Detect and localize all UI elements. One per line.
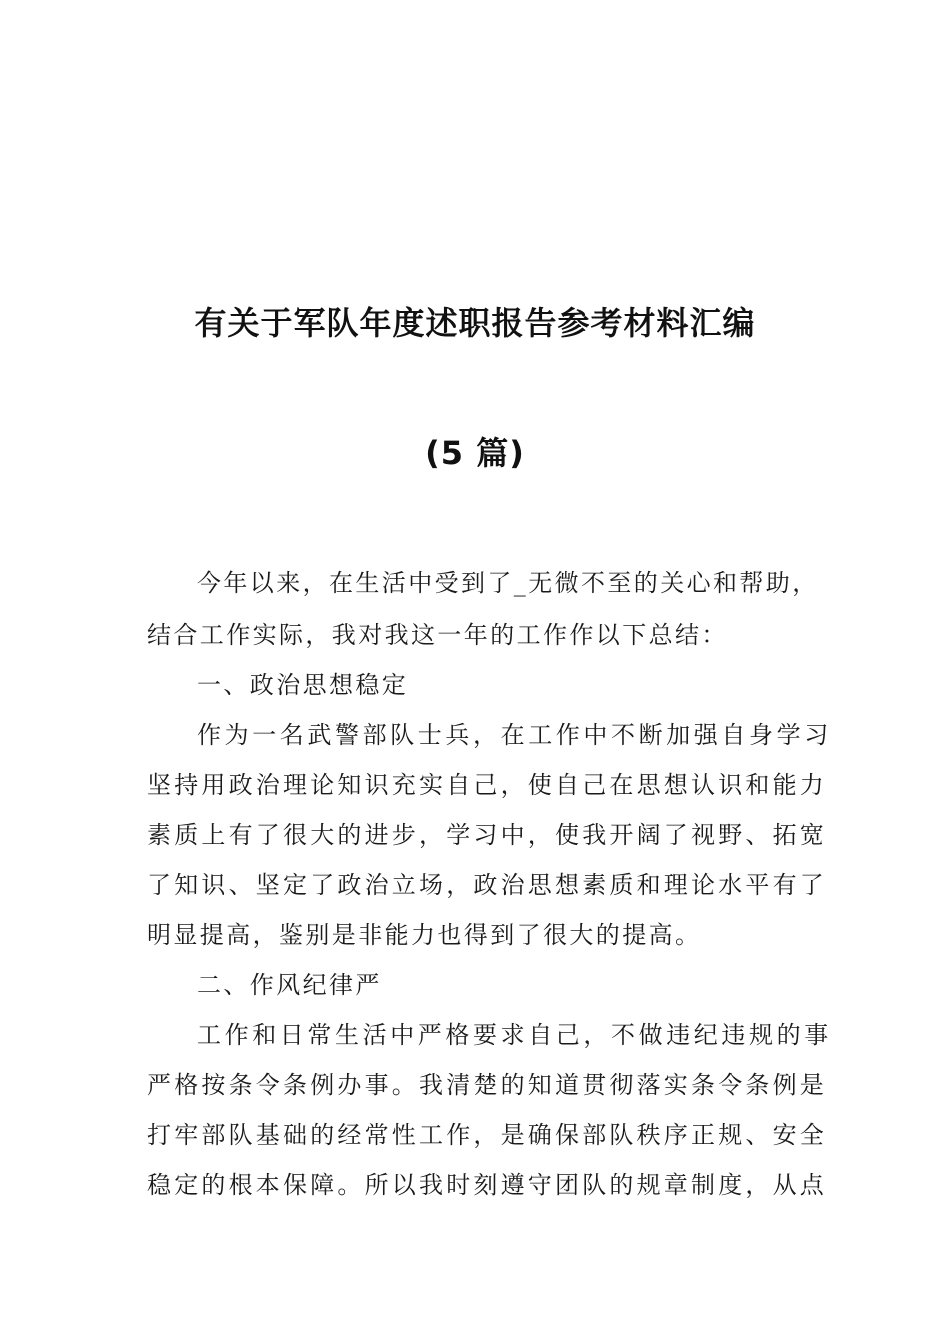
body-line: 结合工作实际，我对我这一年的工作作以下总结： (147, 621, 728, 649)
body-line: 严格按条令条例办事。我清楚的知道贯彻落实条令条例是 (147, 1071, 827, 1099)
document-subtitle: (5 篇) (425, 434, 525, 472)
body-line: 今年以来，在生活中受到了_无微不至的关心和帮助， (197, 569, 819, 597)
body-line: 打牢部队基础的经常性工作，是确保部队秩序正规、安全 (147, 1121, 827, 1149)
body-line: 素质上有了很大的进步，学习中，使我开阔了视野、拓宽 (147, 821, 827, 849)
body-line: 明显提高，鉴别是非能力也得到了很大的提高。 (147, 921, 702, 949)
body-line: 了知识、坚定了政治立场，政治思想素质和理论水平有了 (147, 871, 827, 899)
section-heading: 二、作风纪律严 (197, 971, 382, 999)
body-line: 稳定的根本保障。所以我时刻遵守团队的规章制度，从点 (147, 1171, 827, 1199)
section-heading: 一、政治思想稳定 (197, 671, 409, 699)
document-title: 有关于军队年度述职报告参考材料汇编 (194, 304, 756, 342)
body-line: 坚持用政治理论知识充实自己，使自己在思想认识和能力 (147, 771, 827, 799)
body-line: 工作和日常生活中严格要求自己，不做违纪违规的事 (197, 1021, 832, 1049)
body-line: 作为一名武警部队士兵，在工作中不断加强自身学习 (197, 721, 832, 749)
